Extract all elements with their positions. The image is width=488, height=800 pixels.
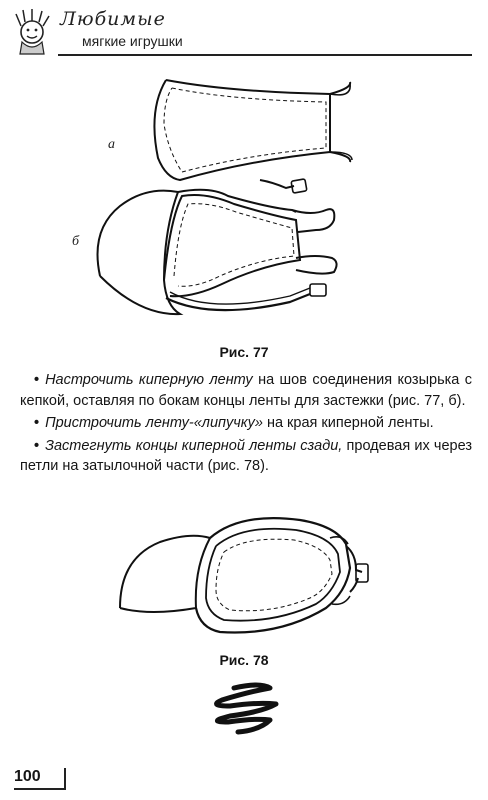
cap-sketch-b [98, 179, 337, 314]
page-number: 100 [14, 768, 41, 785]
instruction-emphasis: Настрочить киперную ленту [45, 372, 253, 388]
figure-78-drawing [110, 508, 390, 648]
instruction-text: на края киперной ленты. [262, 415, 434, 431]
header-divider [58, 54, 472, 56]
bullet-icon: • [34, 372, 40, 388]
visor-sketch-a [154, 80, 352, 180]
instruction-emphasis: Застегнуть концы киперной ленты сзади, [45, 437, 343, 454]
instruction-list [20, 370, 472, 479]
figure-78-caption: Рис. 78 [219, 652, 269, 668]
bullet-icon: • [34, 437, 40, 454]
page-number-underline [14, 788, 66, 790]
squiggle-ornament-icon [200, 680, 290, 736]
figure-label-a: а [108, 137, 115, 152]
bullet-icon: • [34, 415, 40, 431]
doll-mascot-icon [10, 6, 60, 56]
figure-77-caption: Рис. 77 [219, 344, 269, 360]
instruction-text: продевая их через петли на затылочной части (рис. 78). [20, 437, 473, 474]
book-subtitle: мягкие игрушки [82, 33, 183, 49]
page-number-divider [64, 768, 66, 788]
book-title: Любимые [60, 8, 166, 30]
figure-77-drawing [60, 70, 380, 340]
instruction-text: на шов соединения козырька с кепкой, оставляя по бокам концы ленты для застежки (рис. 77, б). [20, 372, 472, 409]
instruction-item [20, 370, 472, 411]
instruction-emphasis: Пристрочить ленту-«липучку» [45, 415, 263, 431]
instruction-item [20, 413, 472, 434]
instruction-item [20, 436, 472, 477]
figure-label-b: б [72, 234, 80, 249]
